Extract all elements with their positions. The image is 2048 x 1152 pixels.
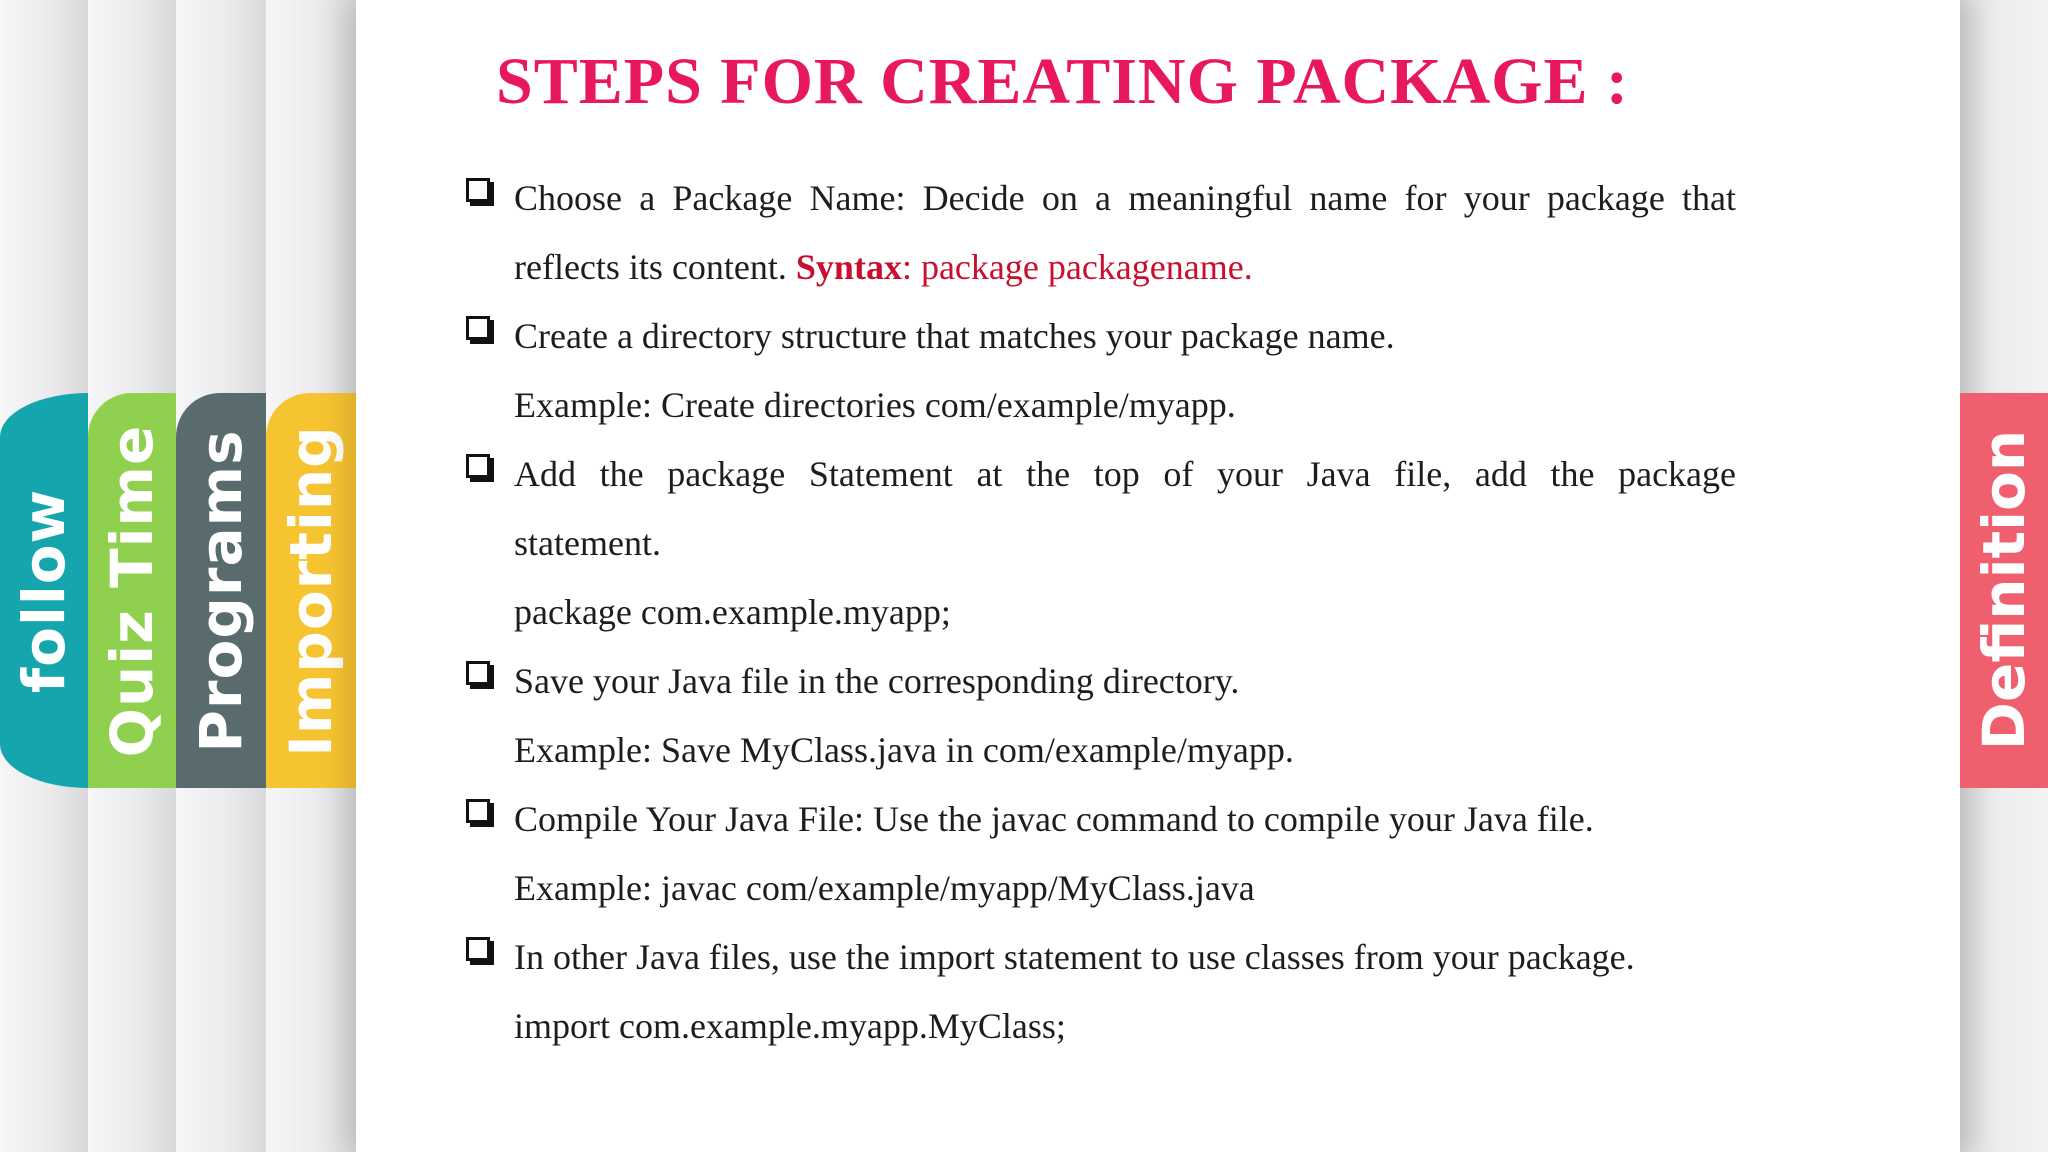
syntax-code: : package packagename.: [901, 247, 1253, 287]
list-item-continuation: [466, 509, 1716, 578]
list-item-continuation: [466, 854, 1716, 923]
step-text: statement.: [514, 523, 661, 563]
step-text-syntax-line: [514, 233, 1253, 302]
list-item-continuation: [466, 716, 1716, 785]
tab-definition-label: Definition: [1970, 429, 2038, 751]
list-item-continuation: [466, 233, 1716, 302]
list-item-continuation: [466, 578, 1716, 647]
step-text: In other Java files, use the import statement to use classes from your package.: [514, 937, 1635, 977]
steps-list: [466, 164, 1736, 1061]
checkbox-bullet-icon: [466, 937, 490, 961]
step-text: Choose a Package Name: Decide on a meaningful name for your package that: [514, 178, 1736, 218]
tab-creating-label: creating: [1884, 442, 1952, 714]
checkbox-bullet-icon: [466, 799, 490, 823]
list-item: [466, 164, 1736, 233]
tab-definition[interactable]: [1960, 393, 2048, 788]
tab-importing-label: Importing: [277, 424, 345, 757]
step-text: Save your Java file in the corresponding directory.: [514, 661, 1240, 701]
tab-programs[interactable]: [176, 393, 266, 788]
panel-follow: [0, 0, 88, 1152]
checkbox-bullet-icon: [466, 178, 490, 202]
list-item-continuation: [466, 992, 1716, 1061]
tab-quiz-time-label: Quiz Time: [98, 424, 166, 757]
checkbox-bullet-icon: [466, 316, 490, 340]
step-text: Compile Your Java File: Use the javac command to compile your Java file.: [514, 799, 1594, 839]
step-text: reflects its content.: [514, 247, 787, 287]
list-item: [466, 647, 1716, 716]
list-item: [466, 440, 1736, 509]
step-code: package com.example.myapp;: [514, 592, 951, 632]
step-text: Add the package Statement at the top of your Java file, add the package: [514, 454, 1736, 494]
panel-programs: [176, 0, 266, 1152]
tab-follow-label: follow: [10, 488, 78, 693]
list-item: [466, 923, 1716, 992]
list-item: [466, 302, 1716, 371]
tab-follow[interactable]: [0, 393, 88, 788]
checkbox-bullet-icon: [466, 661, 490, 685]
syntax-label: Syntax: [795, 247, 902, 287]
tab-programs-label: Programs: [187, 428, 255, 753]
step-example: Example: Create directories com/example/myapp.: [514, 385, 1236, 425]
list-item-continuation: [466, 371, 1716, 440]
lightbulb-icon: [1780, 548, 1876, 638]
step-code: import com.example.myapp.MyClass;: [514, 1006, 1066, 1046]
step-example: Example: Save MyClass.java in com/example/myapp.: [514, 730, 1294, 770]
checkbox-bullet-icon: [466, 454, 490, 478]
list-item: [466, 785, 1716, 854]
panel-importing: [266, 0, 356, 1152]
tab-importing[interactable]: [266, 393, 356, 788]
page-title: STEPS FOR CREATING PACKAGE :: [496, 45, 1629, 118]
step-example: Example: javac com/example/myapp/MyClass.java: [514, 868, 1255, 908]
tab-quiz-time[interactable]: [88, 393, 176, 788]
panel-quiz-time: [88, 0, 176, 1152]
slide-content: [356, 0, 1960, 1152]
step-text: Create a directory structure that matches your package name.: [514, 316, 1395, 356]
